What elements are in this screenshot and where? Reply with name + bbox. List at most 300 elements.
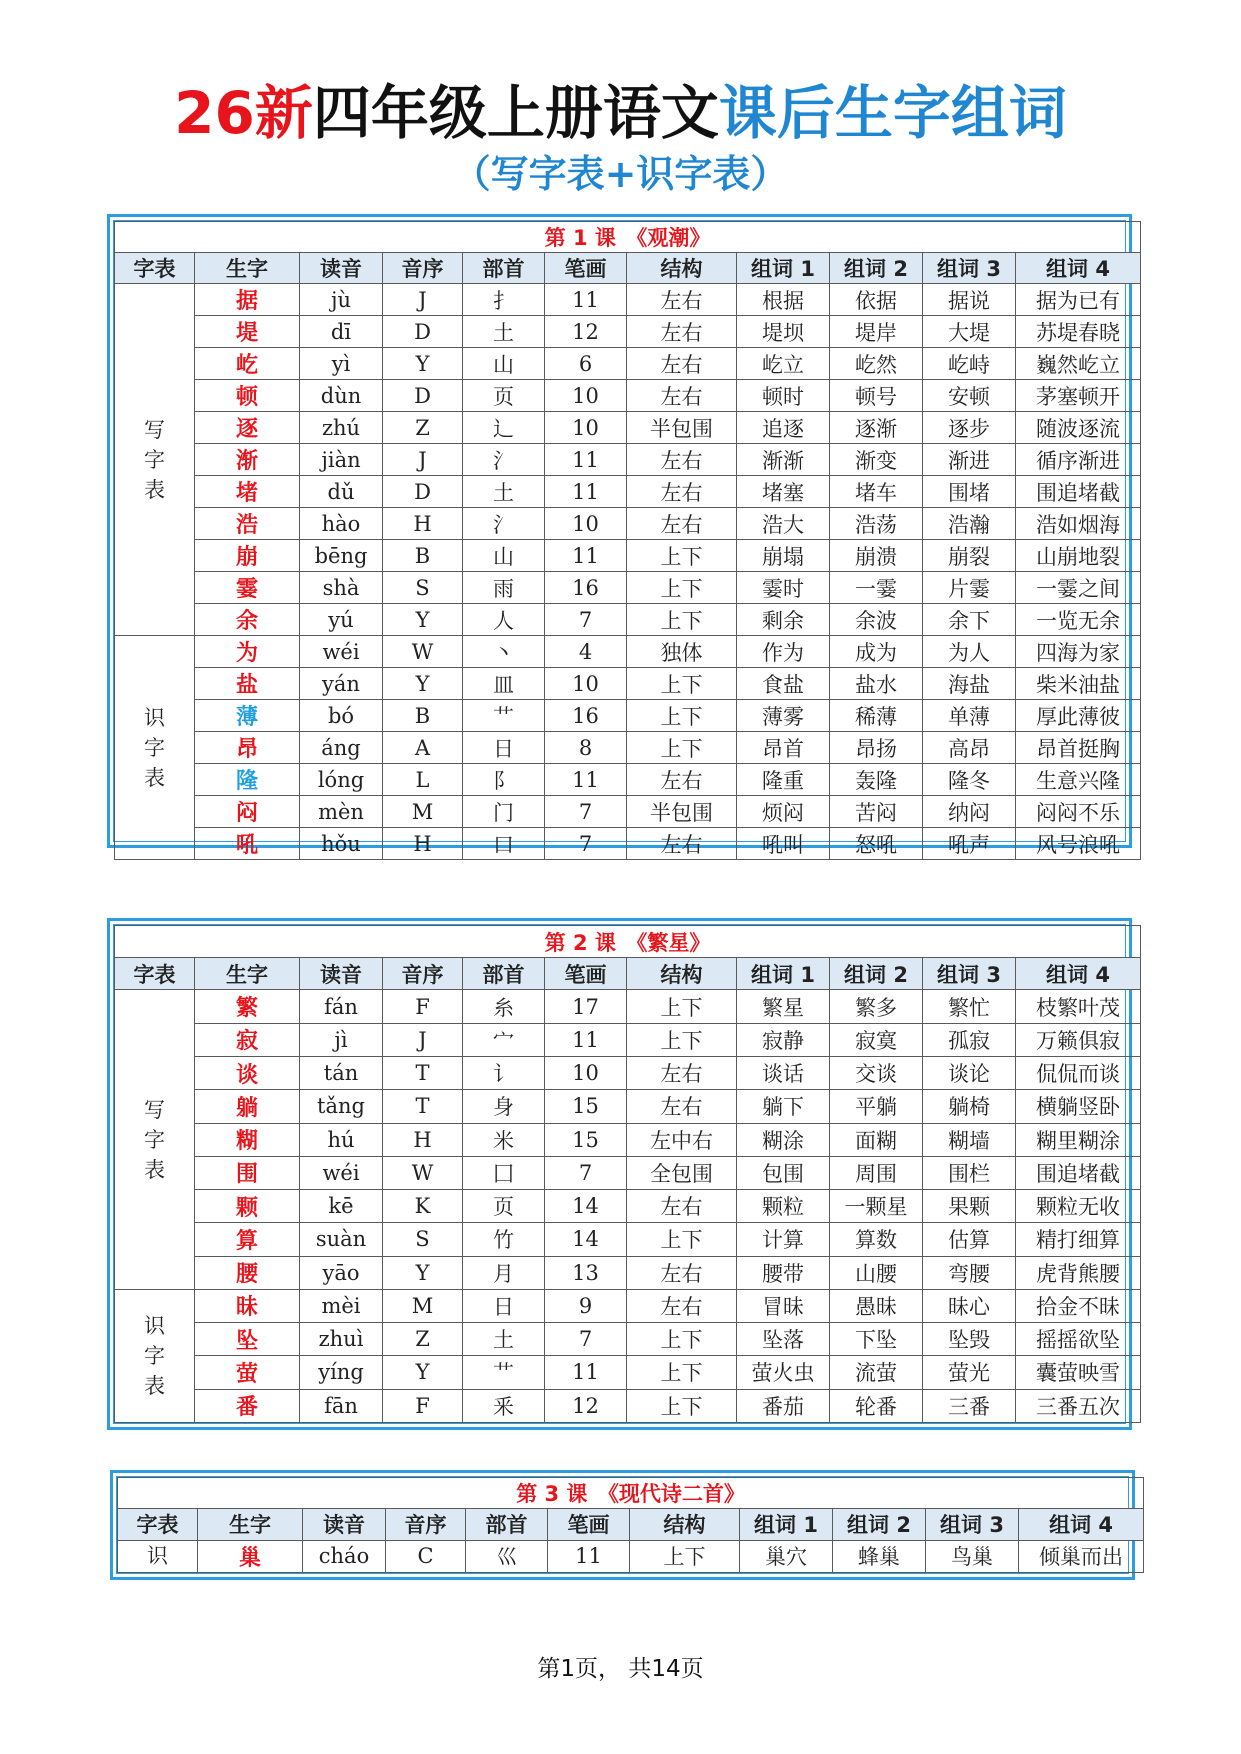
table-cell: yú [300,604,383,636]
table-cell: Z [383,1323,463,1356]
table-cell: 三番 [923,1389,1016,1422]
column-header: 部首 [463,958,545,990]
table-cell: 上下 [627,700,737,732]
category-label [115,990,195,1289]
table-cell: 扌 [463,284,545,316]
table-cell: 独体 [627,636,737,668]
table-cell: 左右 [627,348,737,380]
table-cell: 据为已有 [1016,284,1141,316]
table-row [115,1289,1141,1322]
table-cell: 巢穴 [740,1540,833,1572]
table-cell: 食盐 [737,668,830,700]
table-cell: Y [383,604,463,636]
table-cell: yíng [300,1356,383,1389]
category-label [115,284,195,636]
character-cell: 坠 [195,1323,300,1356]
table-row [115,284,1141,316]
table-cell: 生意兴隆 [1016,764,1141,796]
category-label [118,1540,198,1572]
table-cell: 浩如烟海 [1016,508,1141,540]
column-header: 生字 [195,253,300,284]
page-footer: 第1页， 共14页 [537,1656,704,1682]
table-cell: 繁忙 [923,990,1016,1023]
table-cell: 纳闷 [923,796,1016,828]
table-cell: 半包围 [627,412,737,444]
table-cell: 11 [545,444,627,476]
table-cell: 一颗星 [830,1190,923,1223]
column-header: 生字 [198,1509,303,1540]
page-title [0,78,1241,148]
table-cell: shà [300,572,383,604]
table-cell: 果颗 [923,1190,1016,1223]
table-cell: 14 [545,1223,627,1256]
table-cell: 上下 [627,1389,737,1422]
table-cell: 釆 [463,1389,545,1422]
table-cell: 蜂巢 [833,1540,926,1572]
table-cell: 包围 [737,1156,830,1189]
table-cell: 围栏 [923,1156,1016,1189]
column-header: 字表 [115,958,195,990]
character-cell: 为 [195,636,300,668]
table-cell: S [383,572,463,604]
table-cell: 米 [463,1123,545,1156]
table-cell: jiàn [300,444,383,476]
table-cell: 腰带 [737,1256,830,1289]
table-row [115,636,1141,668]
table-cell: 土 [463,316,545,348]
table-cell: 崩溃 [830,540,923,572]
table-cell: 浩大 [737,508,830,540]
table-cell: 余波 [830,604,923,636]
character-cell: 吼 [195,828,300,860]
table-cell: 寂寞 [830,1023,923,1056]
table-cell: 囊萤映雪 [1016,1356,1141,1389]
page-subtitle: （写字表+识字表） [452,152,789,196]
table-cell: H [383,828,463,860]
table-cell: 谈论 [923,1056,1016,1089]
table-cell: fān [300,1389,383,1422]
table-row [115,700,1141,732]
table-cell: 7 [545,828,627,860]
table-cell: dǔ [300,476,383,508]
table-cell: 月 [463,1256,545,1289]
table-cell: 宀 [463,1023,545,1056]
table-cell: J [383,1023,463,1056]
table-cell: 繁星 [737,990,830,1023]
table-cell: 全包围 [627,1156,737,1189]
column-header: 组词 3 [923,958,1016,990]
table-cell: fán [300,990,383,1023]
table-cell: 7 [545,796,627,828]
table-cell: 左右 [627,316,737,348]
table-cell: dùn [300,380,383,412]
table-cell: 怒吼 [830,828,923,860]
lesson-3-table [110,1470,1135,1580]
table-cell: 躺椅 [923,1090,1016,1123]
table-cell: 成为 [830,636,923,668]
column-header: 组词 3 [926,1509,1019,1540]
character-cell: 逐 [195,412,300,444]
table-cell: 上下 [627,540,737,572]
table-row [118,1540,1144,1572]
table-cell: J [383,284,463,316]
title-part-grade: 26新 [174,79,313,147]
table-cell: 逐渐 [830,412,923,444]
table-cell: 虎背熊腰 [1016,1256,1141,1289]
table-cell: 番茄 [737,1389,830,1422]
table-cell: 11 [548,1540,630,1572]
table-cell: 萤火虫 [737,1356,830,1389]
character-cell: 繁 [195,990,300,1023]
table-cell: suàn [300,1223,383,1256]
table-row [115,1256,1141,1289]
table-cell: jù [300,284,383,316]
character-cell: 昧 [195,1289,300,1322]
column-header: 组词 1 [737,253,830,284]
table-cell: 页 [463,1190,545,1223]
table-cell: 横躺竖卧 [1016,1090,1141,1123]
table-cell: 躺下 [737,1090,830,1123]
table-cell: hǒu [300,828,383,860]
table-cell: zhuì [300,1323,383,1356]
table-cell: 流萤 [830,1356,923,1389]
table-cell: 上下 [627,604,737,636]
table-cell: 12 [545,316,627,348]
table-cell: 平躺 [830,1090,923,1123]
table-row [115,764,1141,796]
table-cell: 人 [463,604,545,636]
table-row [115,444,1141,476]
table-row [115,1389,1141,1422]
table-cell: 6 [545,348,627,380]
character-cell: 围 [195,1156,300,1189]
table-cell: 面糊 [830,1123,923,1156]
table-cell: 大堤 [923,316,1016,348]
table-cell: T [383,1090,463,1123]
category-label [115,636,195,860]
table-cell: wéi [300,1156,383,1189]
table-cell: M [383,796,463,828]
table-cell: 糊涂 [737,1123,830,1156]
table-cell: 11 [545,476,627,508]
table-row [115,540,1141,572]
column-header: 结构 [627,958,737,990]
table-cell: 4 [545,636,627,668]
column-header: 结构 [630,1509,740,1540]
character-cell: 顿 [195,380,300,412]
table-cell: 左右 [627,1256,737,1289]
table-cell: 万籁俱寂 [1016,1023,1141,1056]
table-cell: 昂首挺胸 [1016,732,1141,764]
table-cell: 顿号 [830,380,923,412]
column-header: 部首 [463,253,545,284]
table-row [115,1323,1141,1356]
table-cell: 左右 [627,1056,737,1089]
character-cell: 闷 [195,796,300,828]
table-cell: 稀薄 [830,700,923,732]
title-part-book: 四年级上册语文 [312,79,719,147]
table-row [115,796,1141,828]
table-cell: 囗 [463,1156,545,1189]
table-cell: 闷闷不乐 [1016,796,1141,828]
character-cell: 躺 [195,1090,300,1123]
table-cell: hào [300,508,383,540]
table-cell: 风号浪吼 [1016,828,1141,860]
table-cell: 崩塌 [737,540,830,572]
character-cell: 渐 [195,444,300,476]
table-cell: 单薄 [923,700,1016,732]
table-cell: 左右 [627,1289,737,1322]
lesson-title: 第 3 课 《现代诗二首》 [118,1478,1144,1509]
table-cell: 依据 [830,284,923,316]
table-cell: 倾巢而出 [1019,1540,1144,1572]
table-cell: 11 [545,764,627,796]
table-cell: 茅塞顿开 [1016,380,1141,412]
table-row [115,1190,1141,1223]
table-cell: 山崩地裂 [1016,540,1141,572]
table-row [115,476,1141,508]
table-cell: Y [383,668,463,700]
table-cell: cháo [303,1540,386,1572]
table-cell: D [383,316,463,348]
table-cell: 上下 [627,732,737,764]
table-cell: 交谈 [830,1056,923,1089]
table-cell: 页 [463,380,545,412]
table-cell: 11 [545,1023,627,1056]
table-cell: 糊里糊涂 [1016,1123,1141,1156]
table-cell: 三番五次 [1016,1389,1141,1422]
table-row [115,572,1141,604]
table-cell: 13 [545,1256,627,1289]
table-cell: 为人 [923,636,1016,668]
table-row [115,1356,1141,1389]
character-cell: 颗 [195,1190,300,1223]
table-cell: bó [300,700,383,732]
character-cell: 屹 [195,348,300,380]
table-cell: W [383,636,463,668]
table-cell: 山 [463,348,545,380]
table-cell: mèi [300,1289,383,1322]
table-cell: lóng [300,764,383,796]
table-cell: 周围 [830,1156,923,1189]
table-cell: 颗粒无收 [1016,1190,1141,1223]
table-cell: 四海为家 [1016,636,1141,668]
table-cell: D [383,476,463,508]
table-cell: 7 [545,1156,627,1189]
table-cell: 左右 [627,764,737,796]
table-cell: L [383,764,463,796]
table-cell: 上下 [627,1023,737,1056]
table-cell: 拾金不昧 [1016,1289,1141,1322]
table-cell: 16 [545,700,627,732]
table-cell: 剩余 [737,604,830,636]
table-cell: 围追堵截 [1016,1156,1141,1189]
character-cell: 盐 [195,668,300,700]
character-cell: 巢 [198,1540,303,1572]
table-row [115,1056,1141,1089]
table-cell: yì [300,348,383,380]
table-cell: 17 [545,990,627,1023]
table-cell: 崩裂 [923,540,1016,572]
table-cell: 安顿 [923,380,1016,412]
table-row [115,732,1141,764]
table-cell: yāo [300,1256,383,1289]
table-cell: 苦闷 [830,796,923,828]
table-cell: F [383,990,463,1023]
column-header: 组词 4 [1016,958,1141,990]
table-cell: zhú [300,412,383,444]
lesson-title: 第 1 课 《观潮》 [115,222,1141,253]
table-cell: kē [300,1190,383,1223]
table-cell: 片霎 [923,572,1016,604]
table-cell: 14 [545,1190,627,1223]
table-cell: C [386,1540,466,1572]
table-cell: 根据 [737,284,830,316]
table-cell: 随波逐流 [1016,412,1141,444]
table-cell: tán [300,1056,383,1089]
character-cell: 浩 [195,508,300,540]
table-cell: 逐步 [923,412,1016,444]
title-part-topic: 课后生字组词 [718,79,1067,147]
table-cell: 半包围 [627,796,737,828]
table-cell: 围追堵截 [1016,476,1141,508]
table-cell: 海盐 [923,668,1016,700]
table-cell: 左右 [627,508,737,540]
column-header: 读音 [300,958,383,990]
table-cell: yán [300,668,383,700]
column-header: 组词 4 [1016,253,1141,284]
table-cell: 堤岸 [830,316,923,348]
table-cell: 柴米油盐 [1016,668,1141,700]
table-cell: 糊墙 [923,1123,1016,1156]
table-cell: Y [383,348,463,380]
table-cell: 浩荡 [830,508,923,540]
table-cell: 山腰 [830,1256,923,1289]
table-cell: 氵 [463,444,545,476]
table-cell: 12 [545,1389,627,1422]
table-cell: hú [300,1123,383,1156]
category-text: 识字表 [144,705,165,790]
table-cell: 一览无余 [1016,604,1141,636]
character-cell: 番 [195,1389,300,1422]
table-cell: 11 [545,540,627,572]
table-cell: 屹峙 [923,348,1016,380]
table-cell: mèn [300,796,383,828]
character-cell: 薄 [195,700,300,732]
character-cell: 腰 [195,1256,300,1289]
table-cell: 氵 [463,508,545,540]
table-cell: A [383,732,463,764]
column-header: 字表 [115,253,195,284]
table-cell: 一霎 [830,572,923,604]
table-cell: 精打细算 [1016,1223,1141,1256]
category-label [115,1289,195,1422]
table-cell: 算数 [830,1223,923,1256]
column-header: 笔画 [545,253,627,284]
character-cell: 据 [195,284,300,316]
column-header: 组词 2 [830,253,923,284]
column-header: 组词 1 [737,958,830,990]
table-cell: 追逐 [737,412,830,444]
table-cell: 薄雾 [737,700,830,732]
table-cell: 竹 [463,1223,545,1256]
table-cell: M [383,1289,463,1322]
table-cell: 屹立 [737,348,830,380]
table-cell: 丶 [463,636,545,668]
category-text: 识 [147,1544,168,1569]
table-cell: 7 [545,604,627,636]
column-header: 音序 [383,958,463,990]
table-cell: W [383,1156,463,1189]
table-cell: 吼叫 [737,828,830,860]
table-cell: 堤坝 [737,316,830,348]
table-cell: 烦闷 [737,796,830,828]
table-cell: 昂首 [737,732,830,764]
column-header: 字表 [118,1509,198,1540]
table-cell: 堵车 [830,476,923,508]
table-cell: 霎时 [737,572,830,604]
column-header: 组词 2 [830,958,923,990]
table-cell: 8 [545,732,627,764]
table-cell: 轮番 [830,1389,923,1422]
table-cell: 辶 [463,412,545,444]
table-cell: 孤寂 [923,1023,1016,1056]
column-header: 部首 [466,1509,548,1540]
table-cell: 余下 [923,604,1016,636]
table-cell: 枝繁叶茂 [1016,990,1141,1023]
character-cell: 糊 [195,1123,300,1156]
table-cell: 愚昧 [830,1289,923,1322]
table-cell: 日 [463,1289,545,1322]
table-row [115,604,1141,636]
table-cell: 上下 [627,1356,737,1389]
table-cell: 糸 [463,990,545,1023]
table-cell: 计算 [737,1223,830,1256]
table-row [115,508,1141,540]
column-header: 读音 [300,253,383,284]
table-cell: K [383,1190,463,1223]
table-cell: 土 [463,476,545,508]
table-cell: S [383,1223,463,1256]
lesson-title: 第 2 课 《繁星》 [115,926,1141,958]
table-cell: 艹 [463,700,545,732]
category-text: 写字表 [144,1097,165,1182]
table-cell: 谈话 [737,1056,830,1089]
table-cell: dī [300,316,383,348]
table-cell: H [383,1123,463,1156]
table-row [115,348,1141,380]
table-cell: 雨 [463,572,545,604]
table-cell: áng [300,732,383,764]
table-cell: 身 [463,1090,545,1123]
table-cell: 寂静 [737,1023,830,1056]
table-cell: 据说 [923,284,1016,316]
column-header: 组词 3 [923,253,1016,284]
table-cell: J [383,444,463,476]
table-cell: 上下 [627,1323,737,1356]
table-row [115,990,1141,1023]
column-header: 读音 [303,1509,386,1540]
table-cell: 盐水 [830,668,923,700]
table-cell: 轰隆 [830,764,923,796]
character-cell: 崩 [195,540,300,572]
table-cell: 循序渐进 [1016,444,1141,476]
table-cell: 左右 [627,444,737,476]
table-row [115,1156,1141,1189]
table-cell: 16 [545,572,627,604]
table-cell: 左右 [627,284,737,316]
character-cell: 昂 [195,732,300,764]
